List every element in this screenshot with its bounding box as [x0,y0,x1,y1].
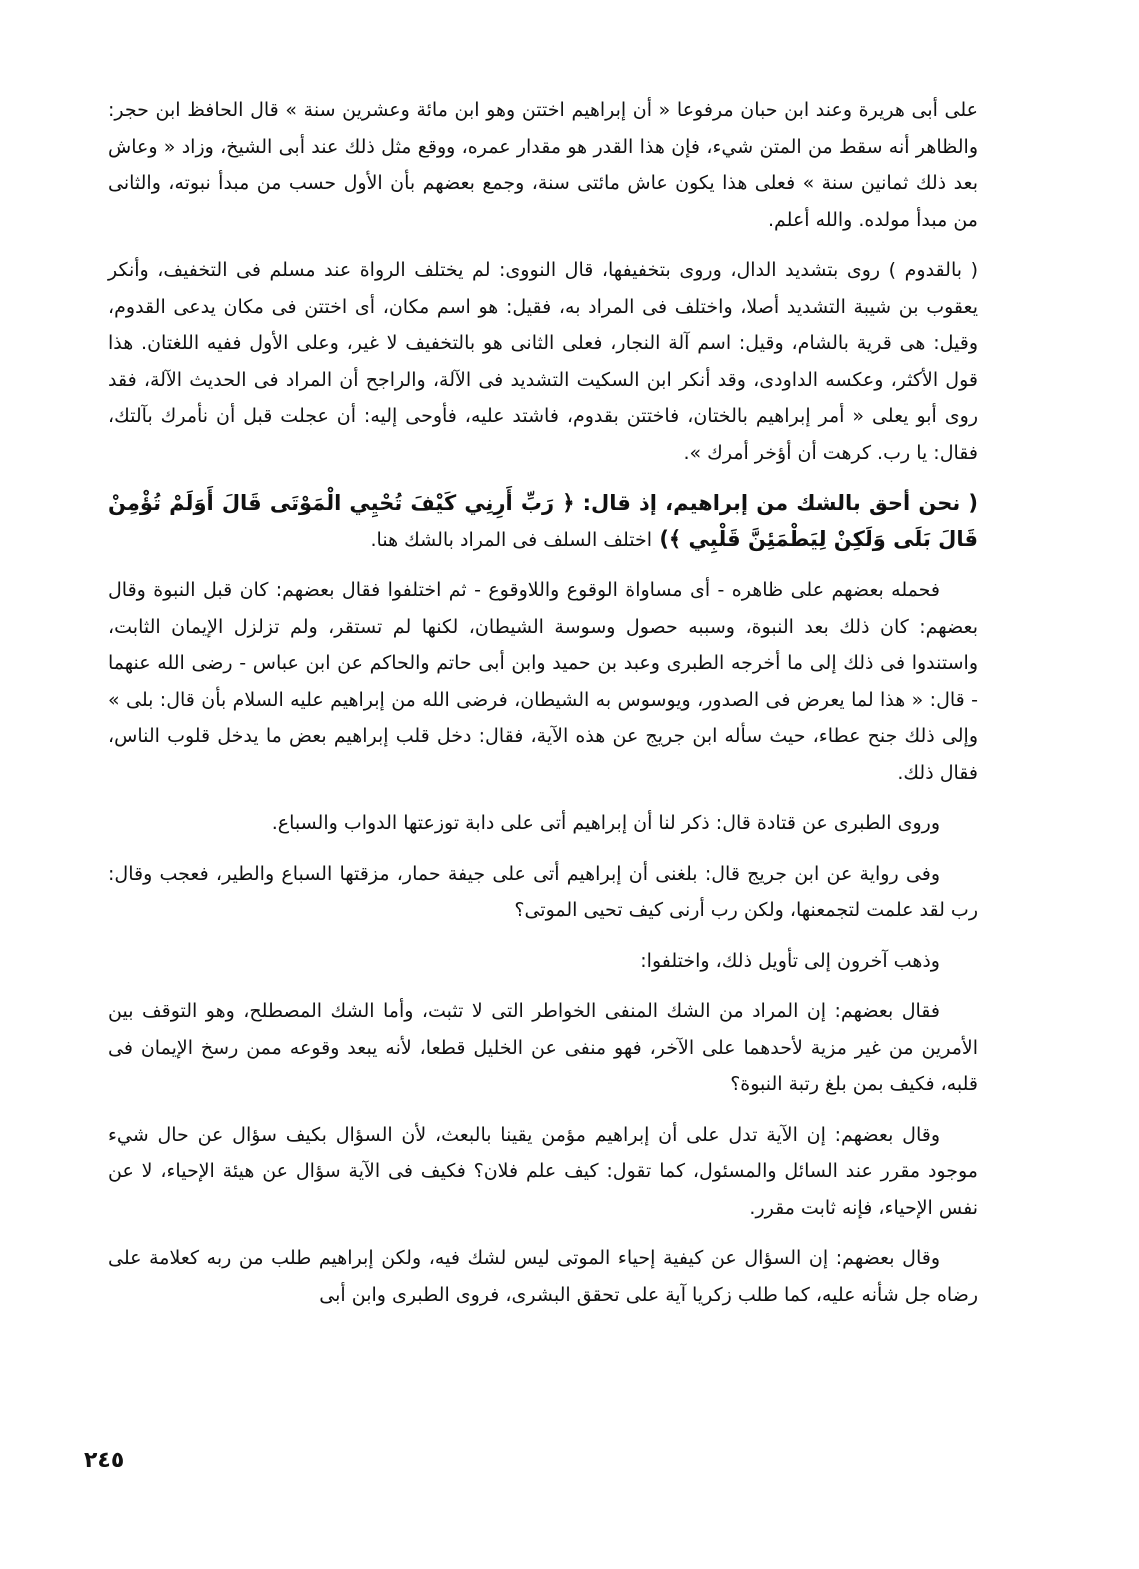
paragraph-9: وقال بعضهم: إن السؤال عن كيفية إحياء الموتى ليس لشك فيه، ولكن إبراهيم طلب من ربه كعلامة على رضاه جل شأنه عليه، كما طلب زكريا آية على تحقق البشرى، فروى الطبرى وابن أبى [108,1247,978,1306]
paragraph-5: وفى رواية عن ابن جريج قال: بلغنى أن إبراهيم أتى على جيفة حمار، مزقتها السباع والطير، فعجب وقال: رب لقد علمت لتجمعنها، ولكن رب أرنى كيف تحيى الموتى؟ [108,862,978,921]
paragraph-6: وذهب آخرون إلى تأويل ذلك، واختلفوا: [640,949,940,972]
hadith-quote-paragraph [108,485,978,558]
paragraph-1: على أبى هريرة وعند ابن حبان مرفوعا « أن إبراهيم اختتن وهو ابن مائة وعشرين سنة » قال الحافظ ابن حجر: والظاهر أنه سقط من المتن شيء، فإن هذا القدر هو مقدار عمره، ووقع مثل ذلك عند أبى الشيخ، وزاد « وعاش بعد ذلك ثمانين سنة » فعلى هذا يكون عاش مائتى سنة، وجمع بعضهم بأن الأول حسب من مبدأ نبوته، والثانى من مبدأ مولده. والله أعلم. [108,99,978,231]
hadith-commentary-start: اختلف السلف فى المراد بالشك هنا. [370,529,653,551]
paragraph-4: وروى الطبرى عن قتادة قال: ذكر لنا أن إبراهيم أتى على دابة توزعتها الدواب والسباع. [271,812,940,834]
paragraph-3: فحمله بعضهم على ظاهره - أى مساواة الوقوع واللاوقوع - ثم اختلفوا فقال بعضهم: كان قبل النبوة وقال بعضهم: كان ذلك بعد النبوة، وسببه حصول وسوسة الشيطان، لكنها لم تستقر، ولم تزلزل الإيمان الثابت، واستندوا فى ذلك إلى ما أخرجه الطبرى وعبد بن حميد وابن أبى حاتم والحاكم عن ابن عباس - رضى الله عنهما - قال: « هذا لما يعرض فى الصدور، ويوسوس به الشيطان، فرضى الله من إبراهيم عليه السلام بأن قال: بلى » وإلى ذلك جنح عطاء، حيث سأله ابن جريج عن هذه الآية، فقال: دخل قلب إبراهيم بعض ما يدخل قلوب الناس، فقال ذلك. [108,579,978,784]
page-body [108,92,978,1327]
page-number: ٢٤٥ [84,1448,125,1473]
hadith-quote: ( نحن أحق بالشك من إبراهيم، إذ قال: ﴿ رَبِّ أَرِنِي كَيْفَ تُحْيِي الْمَوْتَى قَالَ أَوَلَمْ تُؤْمِنْ قَالَ بَلَى وَلَكِنْ لِيَطْمَئِنَّ قَلْبِي ﴾) [108,491,978,551]
paragraph-2: ( بالقدوم ) روى بتشديد الدال، وروى بتخفيفها، قال النووى: لم يختلف الرواة عند مسلم فى التخفيف، وأنكر يعقوب بن شيبة التشديد أصلا، واختلف فى المراد به، فقيل: هو اسم مكان، أى اختتن فى مكان يدعى القدوم، وقيل: هى قرية بالشام، وقيل: اسم آلة النجار، فعلى الثانى هو بالتخفيف لا غير، وعلى الأول ففيه اللغتان. هذا قول الأكثر، وعكسه الداودى، وقد أنكر ابن السكيت التشديد فى الآلة، والراجح أن المراد فى الحديث الآلة، فقد روى أبو يعلى « أمر إبراهيم بالختان، فاختتن بقدوم، فاشتد عليه، فأوحى إليه: أن عجلت قبل أن نأمرك بآلتك، فقال: يا رب. كرهت أن أؤخر أمرك ». [108,259,978,464]
paragraph-8: وقال بعضهم: إن الآية تدل على أن إبراهيم مؤمن يقينا بالبعث، لأن السؤال بكيف سؤال عن حال شيء موجود مقرر عند السائل والمسئول، كما تقول: كيف علم فلان؟ فكيف فى الآية سؤال عن هيئة الإحياء، لا عن نفس الإحياء، فإنه ثابت مقرر. [108,1123,978,1219]
paragraph-7: فقال بعضهم: إن المراد من الشك المنفى الخواطر التى لا تثبت، وأما الشك المصطلح، وهو التوقف بين الأمرين من غير مزية لأحدهما على الآخر، فهو منفى عن الخليل قطعا، لأنه يبعد وقوعه ممن رسخ الإيمان فى قلبه، فكيف بمن بلغ رتبة النبوة؟ [108,1000,978,1095]
